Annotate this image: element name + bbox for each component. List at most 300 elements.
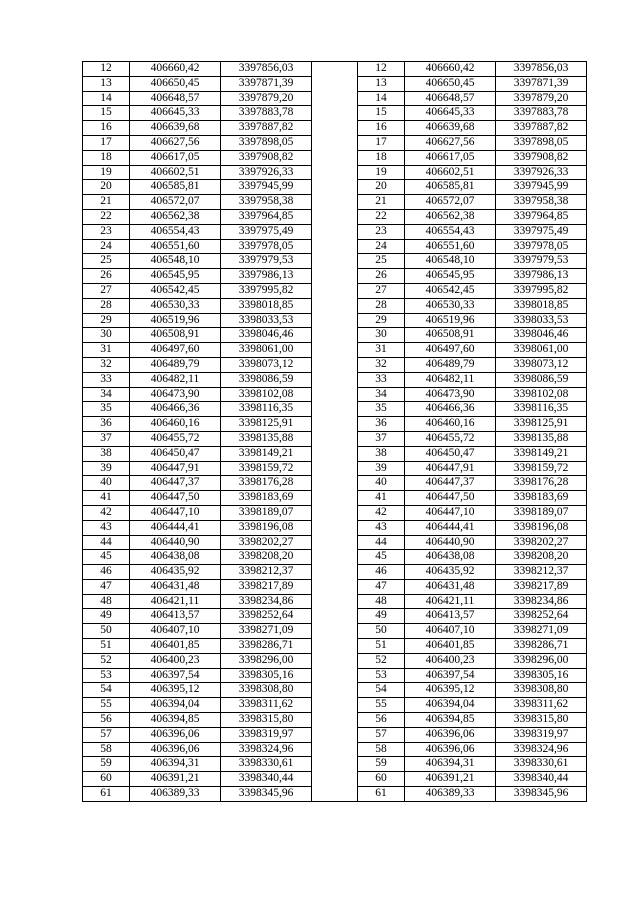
point-number-cell: 53 bbox=[83, 668, 130, 683]
x-coordinate-cell: 406617,05 bbox=[405, 150, 496, 165]
y-coordinate-cell: 3398271,09 bbox=[496, 624, 587, 639]
column-spacer bbox=[312, 106, 358, 121]
point-number-cell: 35 bbox=[358, 402, 405, 417]
y-coordinate-cell: 3398159,72 bbox=[496, 461, 587, 476]
y-coordinate-cell: 3398149,21 bbox=[221, 446, 312, 461]
y-coordinate-cell: 3397995,82 bbox=[221, 283, 312, 298]
x-coordinate-cell: 406554,43 bbox=[405, 224, 496, 239]
table-row bbox=[83, 372, 587, 387]
y-coordinate-cell: 3398073,12 bbox=[221, 357, 312, 372]
point-number-cell: 22 bbox=[358, 209, 405, 224]
point-number-cell: 51 bbox=[83, 639, 130, 654]
y-coordinate-cell: 3398234,86 bbox=[496, 594, 587, 609]
coordinates-table-body bbox=[83, 62, 587, 802]
point-number-cell: 42 bbox=[358, 505, 405, 520]
table-row bbox=[83, 91, 587, 106]
x-coordinate-cell: 406645,33 bbox=[130, 106, 221, 121]
point-number-cell: 20 bbox=[358, 180, 405, 195]
table-row bbox=[83, 417, 587, 432]
point-number-cell: 24 bbox=[83, 239, 130, 254]
column-spacer bbox=[312, 550, 358, 565]
x-coordinate-cell: 406447,91 bbox=[405, 461, 496, 476]
x-coordinate-cell: 406401,85 bbox=[405, 639, 496, 654]
y-coordinate-cell: 3397898,05 bbox=[221, 135, 312, 150]
column-spacer bbox=[312, 195, 358, 210]
point-number-cell: 14 bbox=[358, 91, 405, 106]
column-spacer bbox=[312, 91, 358, 106]
point-number-cell: 57 bbox=[83, 727, 130, 742]
point-number-cell: 49 bbox=[358, 609, 405, 624]
x-coordinate-cell: 406551,60 bbox=[405, 239, 496, 254]
y-coordinate-cell: 3397978,05 bbox=[221, 239, 312, 254]
y-coordinate-cell: 3398319,97 bbox=[496, 727, 587, 742]
table-row bbox=[83, 698, 587, 713]
y-coordinate-cell: 3397975,49 bbox=[221, 224, 312, 239]
y-coordinate-cell: 3398315,80 bbox=[221, 713, 312, 728]
x-coordinate-cell: 406391,21 bbox=[130, 772, 221, 787]
x-coordinate-cell: 406627,56 bbox=[130, 135, 221, 150]
table-row bbox=[83, 787, 587, 802]
y-coordinate-cell: 3398061,00 bbox=[496, 343, 587, 358]
y-coordinate-cell: 3398212,37 bbox=[221, 565, 312, 580]
y-coordinate-cell: 3398217,89 bbox=[221, 579, 312, 594]
point-number-cell: 32 bbox=[83, 357, 130, 372]
table-row bbox=[83, 624, 587, 639]
point-number-cell: 49 bbox=[83, 609, 130, 624]
y-coordinate-cell: 3398286,71 bbox=[496, 639, 587, 654]
y-coordinate-cell: 3397871,39 bbox=[221, 76, 312, 91]
point-number-cell: 61 bbox=[83, 787, 130, 802]
table-row bbox=[83, 328, 587, 343]
x-coordinate-cell: 406447,10 bbox=[405, 505, 496, 520]
y-coordinate-cell: 3398125,91 bbox=[496, 417, 587, 432]
point-number-cell: 51 bbox=[358, 639, 405, 654]
table-row bbox=[83, 565, 587, 580]
x-coordinate-cell: 406396,06 bbox=[130, 742, 221, 757]
y-coordinate-cell: 3398208,20 bbox=[496, 550, 587, 565]
point-number-cell: 60 bbox=[358, 772, 405, 787]
point-number-cell: 46 bbox=[83, 565, 130, 580]
y-coordinate-cell: 3398296,00 bbox=[496, 653, 587, 668]
table-row bbox=[83, 224, 587, 239]
column-spacer bbox=[312, 269, 358, 284]
point-number-cell: 40 bbox=[358, 476, 405, 491]
column-spacer bbox=[312, 713, 358, 728]
column-spacer bbox=[312, 727, 358, 742]
point-number-cell: 35 bbox=[83, 402, 130, 417]
y-coordinate-cell: 3398308,80 bbox=[496, 683, 587, 698]
y-coordinate-cell: 3397883,78 bbox=[221, 106, 312, 121]
y-coordinate-cell: 3397979,53 bbox=[221, 254, 312, 269]
y-coordinate-cell: 3397986,13 bbox=[221, 269, 312, 284]
point-number-cell: 44 bbox=[83, 535, 130, 550]
y-coordinate-cell: 3398330,61 bbox=[496, 757, 587, 772]
column-spacer bbox=[312, 505, 358, 520]
y-coordinate-cell: 3398345,96 bbox=[496, 787, 587, 802]
table-row bbox=[83, 239, 587, 254]
y-coordinate-cell: 3398340,44 bbox=[496, 772, 587, 787]
x-coordinate-cell: 406396,06 bbox=[405, 727, 496, 742]
point-number-cell: 19 bbox=[358, 165, 405, 180]
x-coordinate-cell: 406497,60 bbox=[405, 343, 496, 358]
x-coordinate-cell: 406438,08 bbox=[130, 550, 221, 565]
y-coordinate-cell: 3398135,88 bbox=[221, 431, 312, 446]
x-coordinate-cell: 406562,38 bbox=[405, 209, 496, 224]
x-coordinate-cell: 406660,42 bbox=[405, 62, 496, 77]
point-number-cell: 26 bbox=[358, 269, 405, 284]
point-number-cell: 21 bbox=[83, 195, 130, 210]
point-number-cell: 59 bbox=[358, 757, 405, 772]
point-number-cell: 41 bbox=[358, 491, 405, 506]
y-coordinate-cell: 3397856,03 bbox=[496, 62, 587, 77]
column-spacer bbox=[312, 372, 358, 387]
x-coordinate-cell: 406489,79 bbox=[405, 357, 496, 372]
y-coordinate-cell: 3398189,07 bbox=[221, 505, 312, 520]
x-coordinate-cell: 406394,31 bbox=[130, 757, 221, 772]
y-coordinate-cell: 3398073,12 bbox=[496, 357, 587, 372]
x-coordinate-cell: 406489,79 bbox=[130, 357, 221, 372]
x-coordinate-cell: 406389,33 bbox=[130, 787, 221, 802]
y-coordinate-cell: 3398305,16 bbox=[496, 668, 587, 683]
x-coordinate-cell: 406551,60 bbox=[130, 239, 221, 254]
x-coordinate-cell: 406413,57 bbox=[405, 609, 496, 624]
x-coordinate-cell: 406431,48 bbox=[130, 579, 221, 594]
point-number-cell: 14 bbox=[83, 91, 130, 106]
x-coordinate-cell: 406466,36 bbox=[130, 402, 221, 417]
x-coordinate-cell: 406447,50 bbox=[130, 491, 221, 506]
point-number-cell: 47 bbox=[83, 579, 130, 594]
column-spacer bbox=[312, 180, 358, 195]
table-row bbox=[83, 653, 587, 668]
column-spacer bbox=[312, 254, 358, 269]
column-spacer bbox=[312, 224, 358, 239]
y-coordinate-cell: 3398196,08 bbox=[221, 520, 312, 535]
table-row bbox=[83, 446, 587, 461]
y-coordinate-cell: 3397958,38 bbox=[496, 195, 587, 210]
x-coordinate-cell: 406394,04 bbox=[130, 698, 221, 713]
y-coordinate-cell: 3397926,33 bbox=[221, 165, 312, 180]
point-number-cell: 43 bbox=[358, 520, 405, 535]
point-number-cell: 15 bbox=[83, 106, 130, 121]
x-coordinate-cell: 406554,43 bbox=[130, 224, 221, 239]
table-row bbox=[83, 535, 587, 550]
column-spacer bbox=[312, 446, 358, 461]
x-coordinate-cell: 406645,33 bbox=[405, 106, 496, 121]
point-number-cell: 45 bbox=[83, 550, 130, 565]
point-number-cell: 39 bbox=[358, 461, 405, 476]
table-row bbox=[83, 135, 587, 150]
x-coordinate-cell: 406627,56 bbox=[405, 135, 496, 150]
table-row bbox=[83, 579, 587, 594]
x-coordinate-cell: 406602,51 bbox=[130, 165, 221, 180]
y-coordinate-cell: 3398296,00 bbox=[221, 653, 312, 668]
column-spacer bbox=[312, 402, 358, 417]
y-coordinate-cell: 3398176,28 bbox=[496, 476, 587, 491]
point-number-cell: 52 bbox=[358, 653, 405, 668]
x-coordinate-cell: 406572,07 bbox=[405, 195, 496, 210]
table-row bbox=[83, 76, 587, 91]
table-row bbox=[83, 343, 587, 358]
table-row bbox=[83, 106, 587, 121]
x-coordinate-cell: 406421,11 bbox=[130, 594, 221, 609]
point-number-cell: 50 bbox=[358, 624, 405, 639]
y-coordinate-cell: 3398308,80 bbox=[221, 683, 312, 698]
y-coordinate-cell: 3398135,88 bbox=[496, 431, 587, 446]
table-row bbox=[83, 313, 587, 328]
y-coordinate-cell: 3398125,91 bbox=[221, 417, 312, 432]
x-coordinate-cell: 406394,85 bbox=[130, 713, 221, 728]
x-coordinate-cell: 406602,51 bbox=[405, 165, 496, 180]
column-spacer bbox=[312, 431, 358, 446]
x-coordinate-cell: 406508,91 bbox=[130, 328, 221, 343]
y-coordinate-cell: 3398217,89 bbox=[496, 579, 587, 594]
x-coordinate-cell: 406473,90 bbox=[130, 387, 221, 402]
point-number-cell: 40 bbox=[83, 476, 130, 491]
x-coordinate-cell: 406421,11 bbox=[405, 594, 496, 609]
table-row bbox=[83, 594, 587, 609]
y-coordinate-cell: 3397995,82 bbox=[496, 283, 587, 298]
x-coordinate-cell: 406545,95 bbox=[130, 269, 221, 284]
table-row bbox=[83, 269, 587, 284]
y-coordinate-cell: 3398271,09 bbox=[221, 624, 312, 639]
x-coordinate-cell: 406431,48 bbox=[405, 579, 496, 594]
y-coordinate-cell: 3397879,20 bbox=[496, 91, 587, 106]
point-number-cell: 16 bbox=[83, 121, 130, 136]
x-coordinate-cell: 406508,91 bbox=[405, 328, 496, 343]
point-number-cell: 58 bbox=[83, 742, 130, 757]
column-spacer bbox=[312, 476, 358, 491]
x-coordinate-cell: 406530,33 bbox=[405, 298, 496, 313]
point-number-cell: 55 bbox=[358, 698, 405, 713]
x-coordinate-cell: 406548,10 bbox=[130, 254, 221, 269]
point-number-cell: 44 bbox=[358, 535, 405, 550]
table-row bbox=[83, 461, 587, 476]
x-coordinate-cell: 406450,47 bbox=[405, 446, 496, 461]
point-number-cell: 33 bbox=[358, 372, 405, 387]
point-number-cell: 61 bbox=[358, 787, 405, 802]
x-coordinate-cell: 406660,42 bbox=[130, 62, 221, 77]
y-coordinate-cell: 3398315,80 bbox=[496, 713, 587, 728]
y-coordinate-cell: 3398324,96 bbox=[221, 742, 312, 757]
column-spacer bbox=[312, 609, 358, 624]
y-coordinate-cell: 3398102,08 bbox=[496, 387, 587, 402]
x-coordinate-cell: 406397,54 bbox=[405, 668, 496, 683]
column-spacer bbox=[312, 135, 358, 150]
x-coordinate-cell: 406395,12 bbox=[130, 683, 221, 698]
y-coordinate-cell: 3398252,64 bbox=[221, 609, 312, 624]
x-coordinate-cell: 406519,96 bbox=[130, 313, 221, 328]
table-row bbox=[83, 209, 587, 224]
y-coordinate-cell: 3398086,59 bbox=[496, 372, 587, 387]
column-spacer bbox=[312, 387, 358, 402]
x-coordinate-cell: 406455,72 bbox=[405, 431, 496, 446]
column-spacer bbox=[312, 565, 358, 580]
column-spacer bbox=[312, 76, 358, 91]
y-coordinate-cell: 3397908,82 bbox=[496, 150, 587, 165]
column-spacer bbox=[312, 520, 358, 535]
table-row bbox=[83, 491, 587, 506]
x-coordinate-cell: 406407,10 bbox=[405, 624, 496, 639]
table-row bbox=[83, 550, 587, 565]
column-spacer bbox=[312, 653, 358, 668]
x-coordinate-cell: 406396,06 bbox=[130, 727, 221, 742]
y-coordinate-cell: 3398159,72 bbox=[221, 461, 312, 476]
x-coordinate-cell: 406413,57 bbox=[130, 609, 221, 624]
x-coordinate-cell: 406460,16 bbox=[130, 417, 221, 432]
y-coordinate-cell: 3398208,20 bbox=[221, 550, 312, 565]
point-number-cell: 38 bbox=[83, 446, 130, 461]
x-coordinate-cell: 406401,85 bbox=[130, 639, 221, 654]
table-row bbox=[83, 727, 587, 742]
x-coordinate-cell: 406447,10 bbox=[130, 505, 221, 520]
y-coordinate-cell: 3398183,69 bbox=[221, 491, 312, 506]
x-coordinate-cell: 406444,41 bbox=[405, 520, 496, 535]
point-number-cell: 31 bbox=[83, 343, 130, 358]
y-coordinate-cell: 3397887,82 bbox=[496, 121, 587, 136]
y-coordinate-cell: 3398116,35 bbox=[496, 402, 587, 417]
point-number-cell: 43 bbox=[83, 520, 130, 535]
x-coordinate-cell: 406466,36 bbox=[405, 402, 496, 417]
point-number-cell: 47 bbox=[358, 579, 405, 594]
y-coordinate-cell: 3398311,62 bbox=[221, 698, 312, 713]
x-coordinate-cell: 406394,04 bbox=[405, 698, 496, 713]
column-spacer bbox=[312, 639, 358, 654]
point-number-cell: 21 bbox=[358, 195, 405, 210]
y-coordinate-cell: 3398102,08 bbox=[221, 387, 312, 402]
y-coordinate-cell: 3398196,08 bbox=[496, 520, 587, 535]
y-coordinate-cell: 3398311,62 bbox=[496, 698, 587, 713]
x-coordinate-cell: 406530,33 bbox=[130, 298, 221, 313]
point-number-cell: 15 bbox=[358, 106, 405, 121]
table-row bbox=[83, 283, 587, 298]
table-row bbox=[83, 609, 587, 624]
x-coordinate-cell: 406389,33 bbox=[405, 787, 496, 802]
column-spacer bbox=[312, 328, 358, 343]
x-coordinate-cell: 406639,68 bbox=[405, 121, 496, 136]
x-coordinate-cell: 406648,57 bbox=[130, 91, 221, 106]
point-number-cell: 41 bbox=[83, 491, 130, 506]
y-coordinate-cell: 3397958,38 bbox=[221, 195, 312, 210]
point-number-cell: 28 bbox=[83, 298, 130, 313]
y-coordinate-cell: 3397926,33 bbox=[496, 165, 587, 180]
point-number-cell: 12 bbox=[83, 62, 130, 77]
point-number-cell: 36 bbox=[358, 417, 405, 432]
x-coordinate-cell: 406391,21 bbox=[405, 772, 496, 787]
table-row bbox=[83, 180, 587, 195]
point-number-cell: 55 bbox=[83, 698, 130, 713]
y-coordinate-cell: 3398202,27 bbox=[496, 535, 587, 550]
point-number-cell: 34 bbox=[358, 387, 405, 402]
column-spacer bbox=[312, 239, 358, 254]
column-spacer bbox=[312, 683, 358, 698]
y-coordinate-cell: 3397883,78 bbox=[496, 106, 587, 121]
point-number-cell: 24 bbox=[358, 239, 405, 254]
point-number-cell: 48 bbox=[358, 594, 405, 609]
table-row bbox=[83, 357, 587, 372]
point-number-cell: 23 bbox=[83, 224, 130, 239]
column-spacer bbox=[312, 165, 358, 180]
point-number-cell: 57 bbox=[358, 727, 405, 742]
point-number-cell: 27 bbox=[358, 283, 405, 298]
y-coordinate-cell: 3397978,05 bbox=[496, 239, 587, 254]
column-spacer bbox=[312, 121, 358, 136]
column-spacer bbox=[312, 491, 358, 506]
y-coordinate-cell: 3398234,86 bbox=[221, 594, 312, 609]
y-coordinate-cell: 3398018,85 bbox=[221, 298, 312, 313]
column-spacer bbox=[312, 757, 358, 772]
y-coordinate-cell: 3398252,64 bbox=[496, 609, 587, 624]
x-coordinate-cell: 406400,23 bbox=[405, 653, 496, 668]
point-number-cell: 53 bbox=[358, 668, 405, 683]
y-coordinate-cell: 3398286,71 bbox=[221, 639, 312, 654]
y-coordinate-cell: 3398330,61 bbox=[221, 757, 312, 772]
column-spacer bbox=[312, 298, 358, 313]
x-coordinate-cell: 406447,37 bbox=[405, 476, 496, 491]
y-coordinate-cell: 3398345,96 bbox=[221, 787, 312, 802]
table-row bbox=[83, 62, 587, 77]
point-number-cell: 37 bbox=[358, 431, 405, 446]
column-spacer bbox=[312, 624, 358, 639]
table-row bbox=[83, 742, 587, 757]
point-number-cell: 59 bbox=[83, 757, 130, 772]
x-coordinate-cell: 406394,31 bbox=[405, 757, 496, 772]
point-number-cell: 33 bbox=[83, 372, 130, 387]
y-coordinate-cell: 3398319,97 bbox=[221, 727, 312, 742]
table-row bbox=[83, 195, 587, 210]
table-row bbox=[83, 121, 587, 136]
x-coordinate-cell: 406617,05 bbox=[130, 150, 221, 165]
point-number-cell: 56 bbox=[358, 713, 405, 728]
x-coordinate-cell: 406447,37 bbox=[130, 476, 221, 491]
point-number-cell: 60 bbox=[83, 772, 130, 787]
y-coordinate-cell: 3398176,28 bbox=[221, 476, 312, 491]
y-coordinate-cell: 3398305,16 bbox=[221, 668, 312, 683]
y-coordinate-cell: 3397979,53 bbox=[496, 254, 587, 269]
column-spacer bbox=[312, 417, 358, 432]
column-spacer bbox=[312, 209, 358, 224]
point-number-cell: 46 bbox=[358, 565, 405, 580]
column-spacer bbox=[312, 313, 358, 328]
column-spacer bbox=[312, 668, 358, 683]
point-number-cell: 45 bbox=[358, 550, 405, 565]
x-coordinate-cell: 406407,10 bbox=[130, 624, 221, 639]
x-coordinate-cell: 406562,38 bbox=[130, 209, 221, 224]
x-coordinate-cell: 406585,81 bbox=[130, 180, 221, 195]
column-spacer bbox=[312, 594, 358, 609]
y-coordinate-cell: 3398046,46 bbox=[221, 328, 312, 343]
y-coordinate-cell: 3397945,99 bbox=[221, 180, 312, 195]
x-coordinate-cell: 406440,90 bbox=[130, 535, 221, 550]
y-coordinate-cell: 3398340,44 bbox=[221, 772, 312, 787]
table-row bbox=[83, 387, 587, 402]
x-coordinate-cell: 406444,41 bbox=[130, 520, 221, 535]
y-coordinate-cell: 3397871,39 bbox=[496, 76, 587, 91]
point-number-cell: 30 bbox=[358, 328, 405, 343]
x-coordinate-cell: 406400,23 bbox=[130, 653, 221, 668]
point-number-cell: 17 bbox=[358, 135, 405, 150]
point-number-cell: 27 bbox=[83, 283, 130, 298]
x-coordinate-cell: 406548,10 bbox=[405, 254, 496, 269]
y-coordinate-cell: 3398086,59 bbox=[221, 372, 312, 387]
point-number-cell: 13 bbox=[358, 76, 405, 91]
point-number-cell: 34 bbox=[83, 387, 130, 402]
x-coordinate-cell: 406394,85 bbox=[405, 713, 496, 728]
column-spacer bbox=[312, 150, 358, 165]
point-number-cell: 54 bbox=[83, 683, 130, 698]
x-coordinate-cell: 406482,11 bbox=[405, 372, 496, 387]
x-coordinate-cell: 406435,92 bbox=[130, 565, 221, 580]
point-number-cell: 31 bbox=[358, 343, 405, 358]
